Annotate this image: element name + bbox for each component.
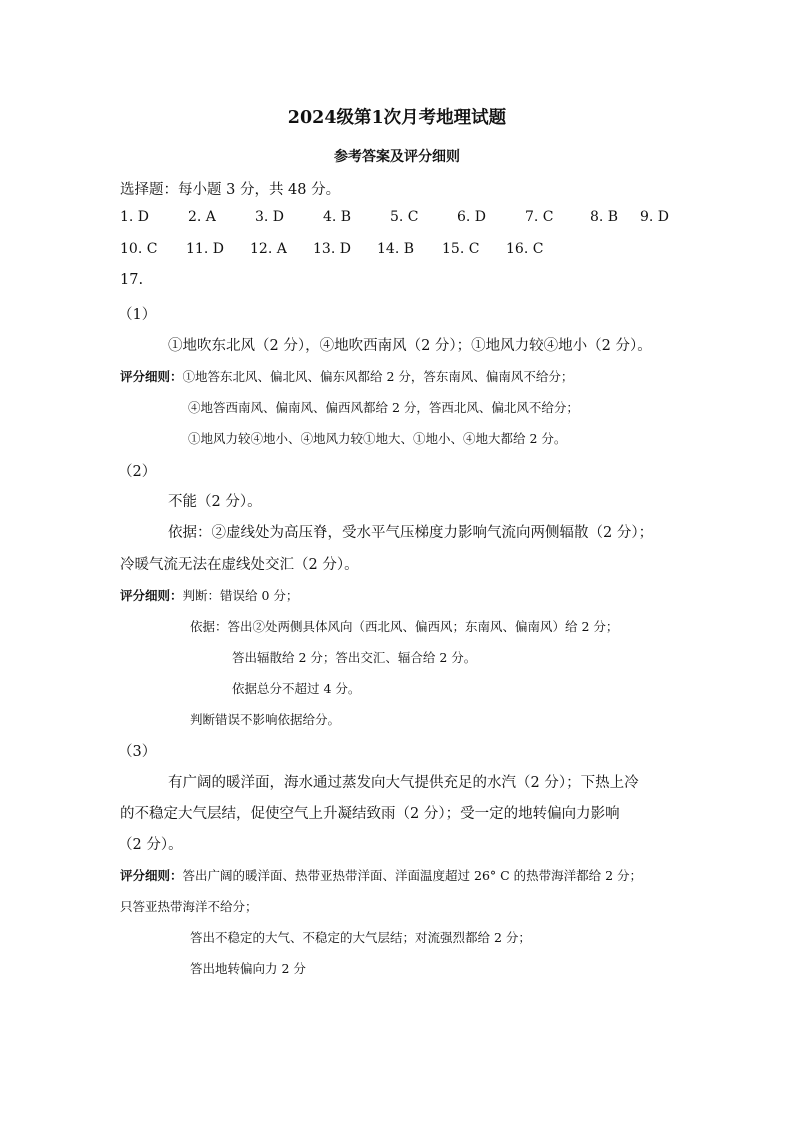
rubric-line: 答出辐散给 2 分；答出交汇、辐合给 2 分。 — [232, 650, 477, 665]
rubric-label: 评分细则： — [120, 369, 183, 384]
rubric-line: 判断：错误给 0 分； — [182, 588, 299, 603]
answer-text-2a: 不能（2 分）。 — [168, 494, 262, 510]
answer-text-3a: 有广阔的暖洋面，海水通过蒸发向大气提供充足的水汽（2 分）；下热上冷 — [168, 775, 639, 791]
part-label-1: （1） — [118, 307, 157, 323]
rubric-line: ①地风力较④地小、④地风力较①地大、①地小、④地大都给 2 分。 — [188, 431, 567, 446]
answer-text-3b: 的不稳定大气层结，促使空气上升凝结致雨（2 分）；受一定的地转偏向力影响 — [120, 806, 620, 822]
rubric-line: 判断错误不影响依据给分。 — [190, 712, 341, 727]
answer-item: 9. D — [640, 209, 670, 225]
rubric-label: 评分细则： — [120, 868, 183, 883]
rubric-line: 答出广阔的暖洋面、热带亚热带洋面、洋面温度超过 26° C 的热带海洋都给 2 分； — [182, 868, 643, 883]
part-label-2: （2） — [118, 464, 157, 480]
answer-text-1: ①地吹东北风（2 分），④地吹西南风（2 分）；①地风力较④地小（2 分）。 — [168, 338, 652, 354]
answer-item: 7. C — [525, 209, 554, 225]
answer-item: 5. C — [390, 209, 419, 225]
answer-item: 16. C — [506, 241, 544, 257]
answer-text-3c: （2 分）。 — [118, 837, 183, 853]
answer-item: 13. D — [313, 241, 351, 257]
rubric-line: 只答亚热带海洋不给分； — [120, 899, 258, 914]
page-title: 2024级第1次月考地理试题 — [287, 108, 507, 128]
rubric-line: 答出地转偏向力 2 分 — [190, 961, 306, 976]
answer-item: 14. B — [377, 241, 415, 257]
answer-item: 8. B — [590, 209, 619, 225]
answer-text-2c: 冷暖气流无法在虚线处交汇（2 分）。 — [120, 557, 359, 573]
rubric-label: 评分细则： — [120, 588, 183, 603]
part-label-3: （3） — [118, 744, 157, 760]
answer-item: 6. D — [457, 209, 487, 225]
answer-item: 11. D — [186, 241, 224, 257]
page-subtitle: 参考答案及评分细则 — [334, 149, 460, 165]
answer-item: 2. A — [188, 209, 216, 225]
answer-item: 15. C — [442, 241, 480, 257]
answer-item: 1. D — [120, 209, 150, 225]
answer-item: 12. A — [250, 241, 287, 257]
answer-item: 4. B — [323, 209, 352, 225]
rubric-line: ④地答西南风、偏南风、偏西风都给 2 分，答西北风、偏北风不给分； — [188, 400, 579, 415]
answer-item: 10. C — [120, 241, 158, 257]
rubric-line: 依据：答出②处两侧具体风向（西北风、偏西风；东南风、偏南风）给 2 分； — [190, 619, 619, 634]
question-number: 17. — [120, 272, 144, 288]
rubric-line: 答出不稳定的大气、不稳定的大气层结；对流强烈都给 2 分； — [190, 930, 531, 945]
answer-item: 3. D — [255, 209, 285, 225]
answer-text-2b: 依据：②虚线处为高压脊，受水平气压梯度力影响气流向两侧辐散（2 分）； — [168, 525, 654, 541]
rubric-line: 依据总分不超过 4 分。 — [232, 681, 361, 696]
rubric-line: ①地答东北风、偏北风、偏东风都给 2 分，答东南风、偏南风不给分； — [182, 369, 574, 384]
choice-intro: 选择题：每小题 3 分，共 48 分。 — [120, 182, 341, 198]
